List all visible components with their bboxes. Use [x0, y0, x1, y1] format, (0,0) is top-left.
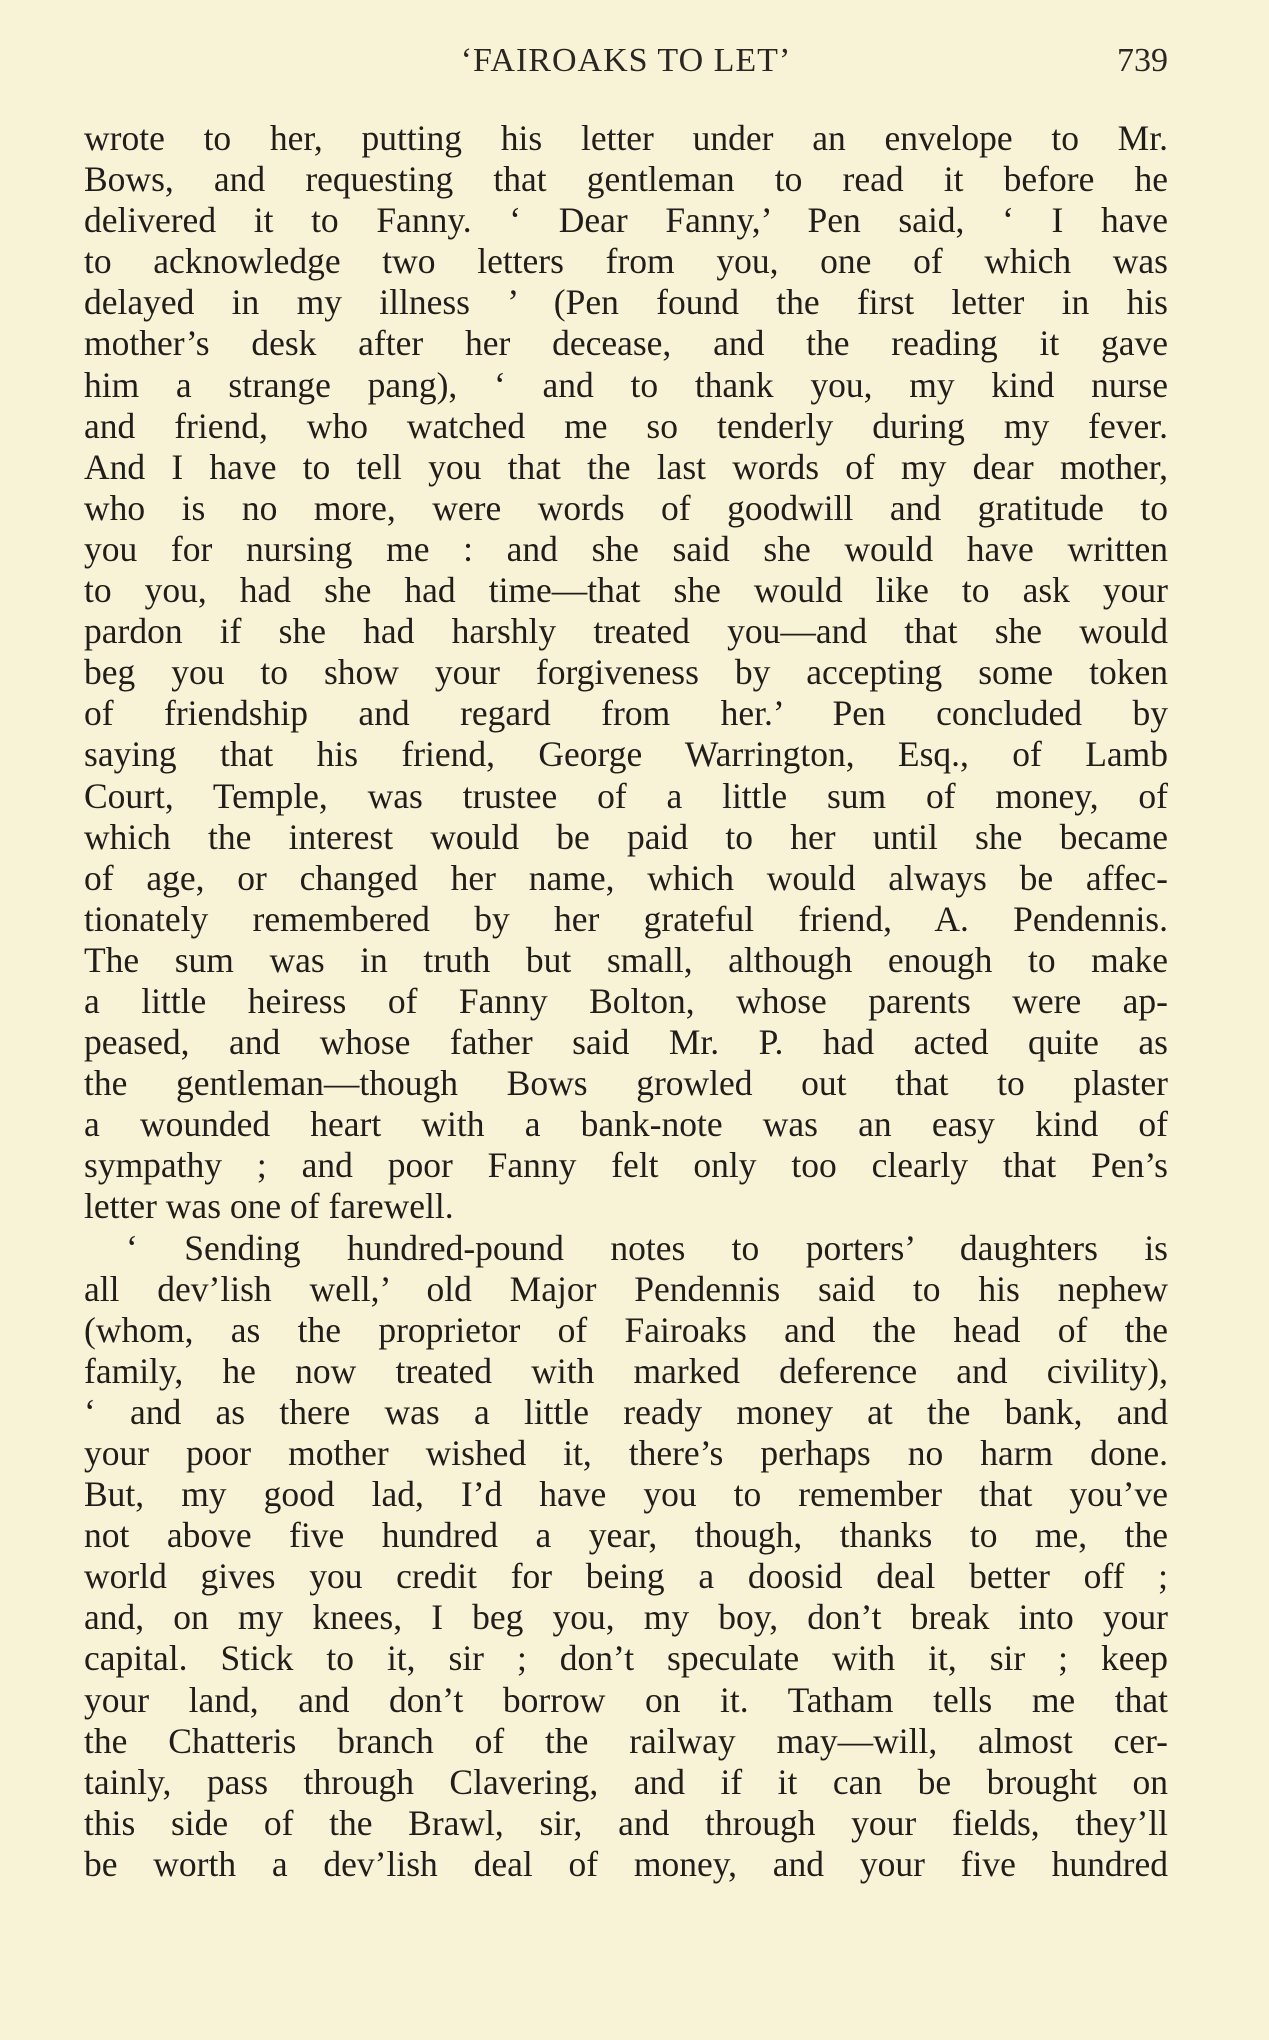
text-line: letter was one of farewell.	[84, 1186, 454, 1227]
text-line: the gentleman—though Bows growled out that to plaster	[84, 1063, 1168, 1104]
text-line: and, on my knees, I beg you, my boy, don’t break into your	[84, 1597, 1168, 1638]
page-number: 739	[1117, 42, 1168, 79]
text-line: But, my good lad, I’d have you to remember that you’ve	[84, 1474, 1168, 1515]
text-line: and friend, who watched me so tenderly during my fever.	[84, 405, 1168, 446]
text-line: of friendship and regard from her.’ Pen concluded by	[84, 693, 1168, 734]
text-line: you for nursing me : and she said she would have written	[84, 528, 1168, 569]
text-line: all dev’lish well,’ old Major Pendennis said to his nephew	[84, 1268, 1168, 1309]
text-line: sympathy ; and poor Fanny felt only too clearly that Pen’s	[84, 1145, 1168, 1186]
text-line: tainly, pass through Clavering, and if it can be brought on	[84, 1761, 1168, 1802]
text-line: this side of the Brawl, sir, and through your fields, they’ll	[84, 1802, 1168, 1843]
running-title: ‘FAIROAKS TO LET’	[460, 42, 792, 79]
text-line: ‘ Sending hundred-pound notes to porters’ daughters is	[126, 1227, 1168, 1268]
text-line: a wounded heart with a bank-note was an easy kind of	[84, 1104, 1168, 1145]
text-line: Court, Temple, was trustee of a little sum of money, of	[84, 775, 1168, 816]
text-line: of age, or changed her name, which would always be affec-	[84, 857, 1168, 898]
body-text	[84, 118, 1168, 1885]
text-line: saying that his friend, George Warrington, Esq., of Lamb	[84, 734, 1168, 775]
text-line: to you, had she had time—that she would like to ask your	[84, 570, 1168, 611]
text-line: peased, and whose father said Mr. P. had acted quite as	[84, 1022, 1168, 1063]
text-line: a little heiress of Fanny Bolton, whose parents were ap-	[84, 980, 1168, 1021]
text-line: The sum was in truth but small, although enough to make	[84, 939, 1168, 980]
text-line: family, he now treated with marked deference and civility),	[84, 1350, 1168, 1391]
text-line: who is no more, were words of goodwill and gratitude to	[84, 487, 1168, 528]
text-line: your poor mother wished it, there’s perhaps no harm done.	[84, 1433, 1168, 1473]
text-line: (whom, as the proprietor of Fairoaks and the head of the	[84, 1309, 1168, 1350]
text-line: pardon if she had harshly treated you—and that she would	[84, 611, 1168, 652]
text-line: which the interest would be paid to her until she became	[84, 816, 1168, 857]
paragraph	[84, 1228, 1168, 1886]
text-line: capital. Stick to it, sir ; don’t speculate with it, sir ; keep	[84, 1638, 1168, 1679]
text-line: beg you to show your forgiveness by accepting some token	[84, 652, 1168, 693]
text-line: wrote to her, putting his letter under an envelope to Mr.	[84, 118, 1168, 158]
text-line: tionately remembered by her grateful friend, A. Pendennis.	[84, 898, 1168, 939]
text-line: him a strange pang), ‘ and to thank you, my kind nurse	[84, 364, 1168, 405]
text-line: not above five hundred a year, though, thanks to me, the	[84, 1515, 1168, 1556]
text-line: ‘ and as there was a little ready money at the bank, and	[84, 1391, 1168, 1432]
text-line: the Chatteris branch of the railway may—will, almost cer-	[84, 1720, 1168, 1761]
paragraph	[84, 118, 1168, 1228]
text-line: to acknowledge two letters from you, one of which was	[84, 241, 1168, 282]
text-line: delayed in my illness ’ (Pen found the first letter in his	[84, 282, 1168, 323]
text-line: mother’s desk after her decease, and the reading it gave	[84, 323, 1168, 364]
text-line: delivered it to Fanny. ‘ Dear Fanny,’ Pen said, ‘ I have	[84, 200, 1168, 241]
text-line: And I have to tell you that the last words of my dear mother,	[84, 446, 1168, 487]
text-line: be worth a dev’lish deal of money, and your five hundred	[84, 1843, 1168, 1884]
text-line: Bows, and requesting that gentleman to read it before he	[84, 159, 1168, 200]
text-line: your land, and don’t borrow on it. Tatham tells me that	[84, 1679, 1168, 1720]
running-head	[84, 42, 1168, 92]
text-line: world gives you credit for being a doosid deal better off ;	[84, 1556, 1168, 1597]
